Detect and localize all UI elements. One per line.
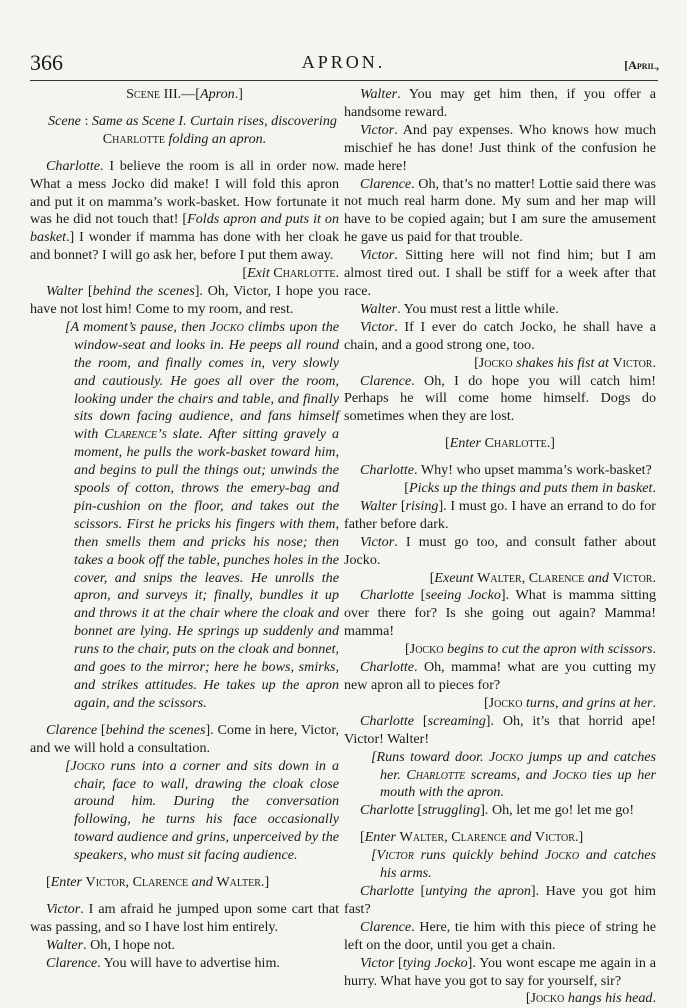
running-title: APRON.: [301, 52, 386, 72]
dialogue-paragraph: Charlotte. I believe the room is all in order now. What a mess Jocko did make! I will fold this apron and put it on mamma’s work-basket. How fortunate it was he did not touch that! [Folds apron and puts it on basket.] I wonder if mamma has done with her cloak and bonnet? I will go ask her, before I put them away.: [30, 157, 339, 264]
page-header: [0, 36, 687, 76]
dialogue-paragraph: Scene : Same as Scene I. Curtain rises, discovering Charlotte folding an apron.: [48, 112, 337, 147]
dialogue-paragraph: Clarence. Here, tie him with this piece of string he left on the door, until you get a chain.: [344, 918, 656, 953]
spacer: [344, 820, 656, 829]
dialogue-paragraph: Charlotte [screaming]. Oh, it’s that horrid ape! Victor! Walter!: [344, 712, 656, 747]
spacer: [344, 426, 656, 435]
dialogue-paragraph: Walter. Oh, I hope not.: [46, 936, 176, 953]
dialogue-paragraph: Walter [behind the scenes]. Oh, Victor, I hope you have not lost him! Come to my room, and rest.: [30, 283, 339, 317]
dialogue-paragraph: Clarence. Oh, I do hope you will catch him! Perhaps he will come home himself. Dogs do sometimes when they are lost.: [344, 372, 656, 425]
dialogue-paragraph: Walter. You may get him then, if you offer a handsome reward.: [344, 86, 656, 120]
stage-direction: [Victor runs quickly behind Jocko and catches his arms.: [371, 847, 656, 882]
spacer: [30, 892, 339, 901]
right-column: [344, 86, 656, 1008]
spacer: [30, 865, 339, 874]
spacer: [30, 149, 339, 158]
dialogue-paragraph: Victor. Sitting here will not find him; but I am almost tired out. I shall be stiff for a week after that race.: [344, 247, 656, 299]
dialogue-paragraph: [Enter Walter, Clarence and Victor.]: [360, 829, 584, 846]
dialogue-paragraph: [Picks up the things and puts them in basket.: [404, 480, 656, 497]
dialogue-paragraph: Charlotte. Why! who upset mamma’s work-basket?: [360, 462, 652, 479]
dialogue-paragraph: Victor. If I ever do catch Jocko, he shall have a chain, and a good strong one, too.: [344, 318, 656, 353]
dialogue-paragraph: Walter. You must rest a little while.: [360, 300, 559, 317]
running-month: [April,: [624, 58, 659, 72]
dialogue-paragraph: Walter [rising]. I must go. I have an errand to do for father before dark.: [344, 497, 656, 532]
dialogue-paragraph: Scene III.—[Apron.]: [126, 86, 243, 102]
spacer: [344, 453, 656, 462]
page-number: 366: [30, 50, 63, 75]
dialogue-paragraph: Charlotte [untying the apron]. Have you got him fast?: [344, 882, 656, 917]
stage-direction: [Jocko runs into a corner and sits down in a chair, face to wall, drawing the cloak close around him. During the conversation following, he turns his face occasionally toward audience and grins, unperceived by the speakers, who must sit facing audience.: [65, 757, 339, 864]
dialogue-paragraph: [Enter Victor, Clarence and Walter.]: [46, 874, 270, 891]
left-column: [30, 86, 339, 973]
dialogue-paragraph: [Exit Charlotte.: [242, 265, 339, 282]
dialogue-paragraph: Clarence [behind the scenes]. Come in here, Victor, and we will hold a consultation.: [30, 721, 339, 756]
dialogue-paragraph: Charlotte. Oh, mamma! what are you cutting my new apron all to pieces for?: [344, 659, 656, 693]
dialogue-paragraph: Victor. I am afraid he jumped upon some cart that was passing, and so I have lost him entirely.: [30, 900, 339, 935]
dialogue-paragraph: Victor. I must go too, and consult father about Jocko.: [344, 533, 656, 568]
dialogue-paragraph: Clarence. Oh, that’s no matter! Lottie said there was not much real harm done. My sum and her map will have to be copied again; but I am sure the amusement he gave us paid for that trouble.: [344, 175, 656, 246]
header-rule: [30, 80, 658, 81]
stage-direction: [A moment’s pause, then Jocko climbs upon the window-seat and looks in. He peeps all round the room, and finally comes in, very slowly and cautiously. He goes all over the room, looking under the chairs and table, and finally sits down facing audience, and fans himself with Clarence’s slate. After sitting gravely a moment, he pulls the work-basket toward him, and begins to pull the things out; unwinds the spools of cotton, throws the emery-bag and pin-cushion on the floor, and takes out the scissors. First he pricks his fingers with them, then smells them and pricks his nose; then takes a book off the table, punches holes in the cover, and snips the leaves. He unrolls the apron, and surveys it; finally, bundles it up and throws it at the chair where the cloak and bonnet are lying. He springs up suddenly and runs to the chair, puts on the cloak and bonnet, and goes to the mirror; here he bows, smirks, and strikes attitudes. He takes up the apron again, and the scissors.: [65, 318, 340, 711]
dialogue-paragraph: Charlotte [seeing Jocko]. What is mamma sitting over there for? Is she going out again? Mamma! mamma!: [344, 587, 656, 640]
dialogue-paragraph: Victor [tying Jocko]. You wont escape me again in a hurry. What have you got to say for yourself, sir? [Jocko hangs his head.: [344, 954, 656, 1007]
dialogue-paragraph: [Jocko begins to cut the apron with scissors.: [405, 641, 656, 658]
dialogue-paragraph: [Jocko shakes his fist at Victor.: [474, 354, 656, 371]
dialogue-paragraph: [Exeunt Walter, Clarence and Victor.: [429, 569, 656, 586]
stage-direction: [Runs toward door. Jocko jumps up and catches her. Charlotte screams, and Jocko ties up her mouth with the apron.: [371, 748, 657, 801]
dialogue-paragraph: Victor. And pay expenses. Who knows how much mischief he has done! Just think of the confusion he made here!: [344, 121, 656, 174]
dialogue-paragraph: Clarence. You will have to advertise him.: [46, 954, 280, 971]
spacer: [30, 104, 339, 113]
dialogue-paragraph: [Enter Charlotte.]: [445, 435, 555, 452]
dialogue-paragraph: Charlotte [struggling]. Oh, let me go! let me go!: [360, 802, 635, 819]
dialogue-paragraph: [Jocko turns, and grins at her.: [483, 694, 656, 711]
spacer: [30, 713, 339, 722]
